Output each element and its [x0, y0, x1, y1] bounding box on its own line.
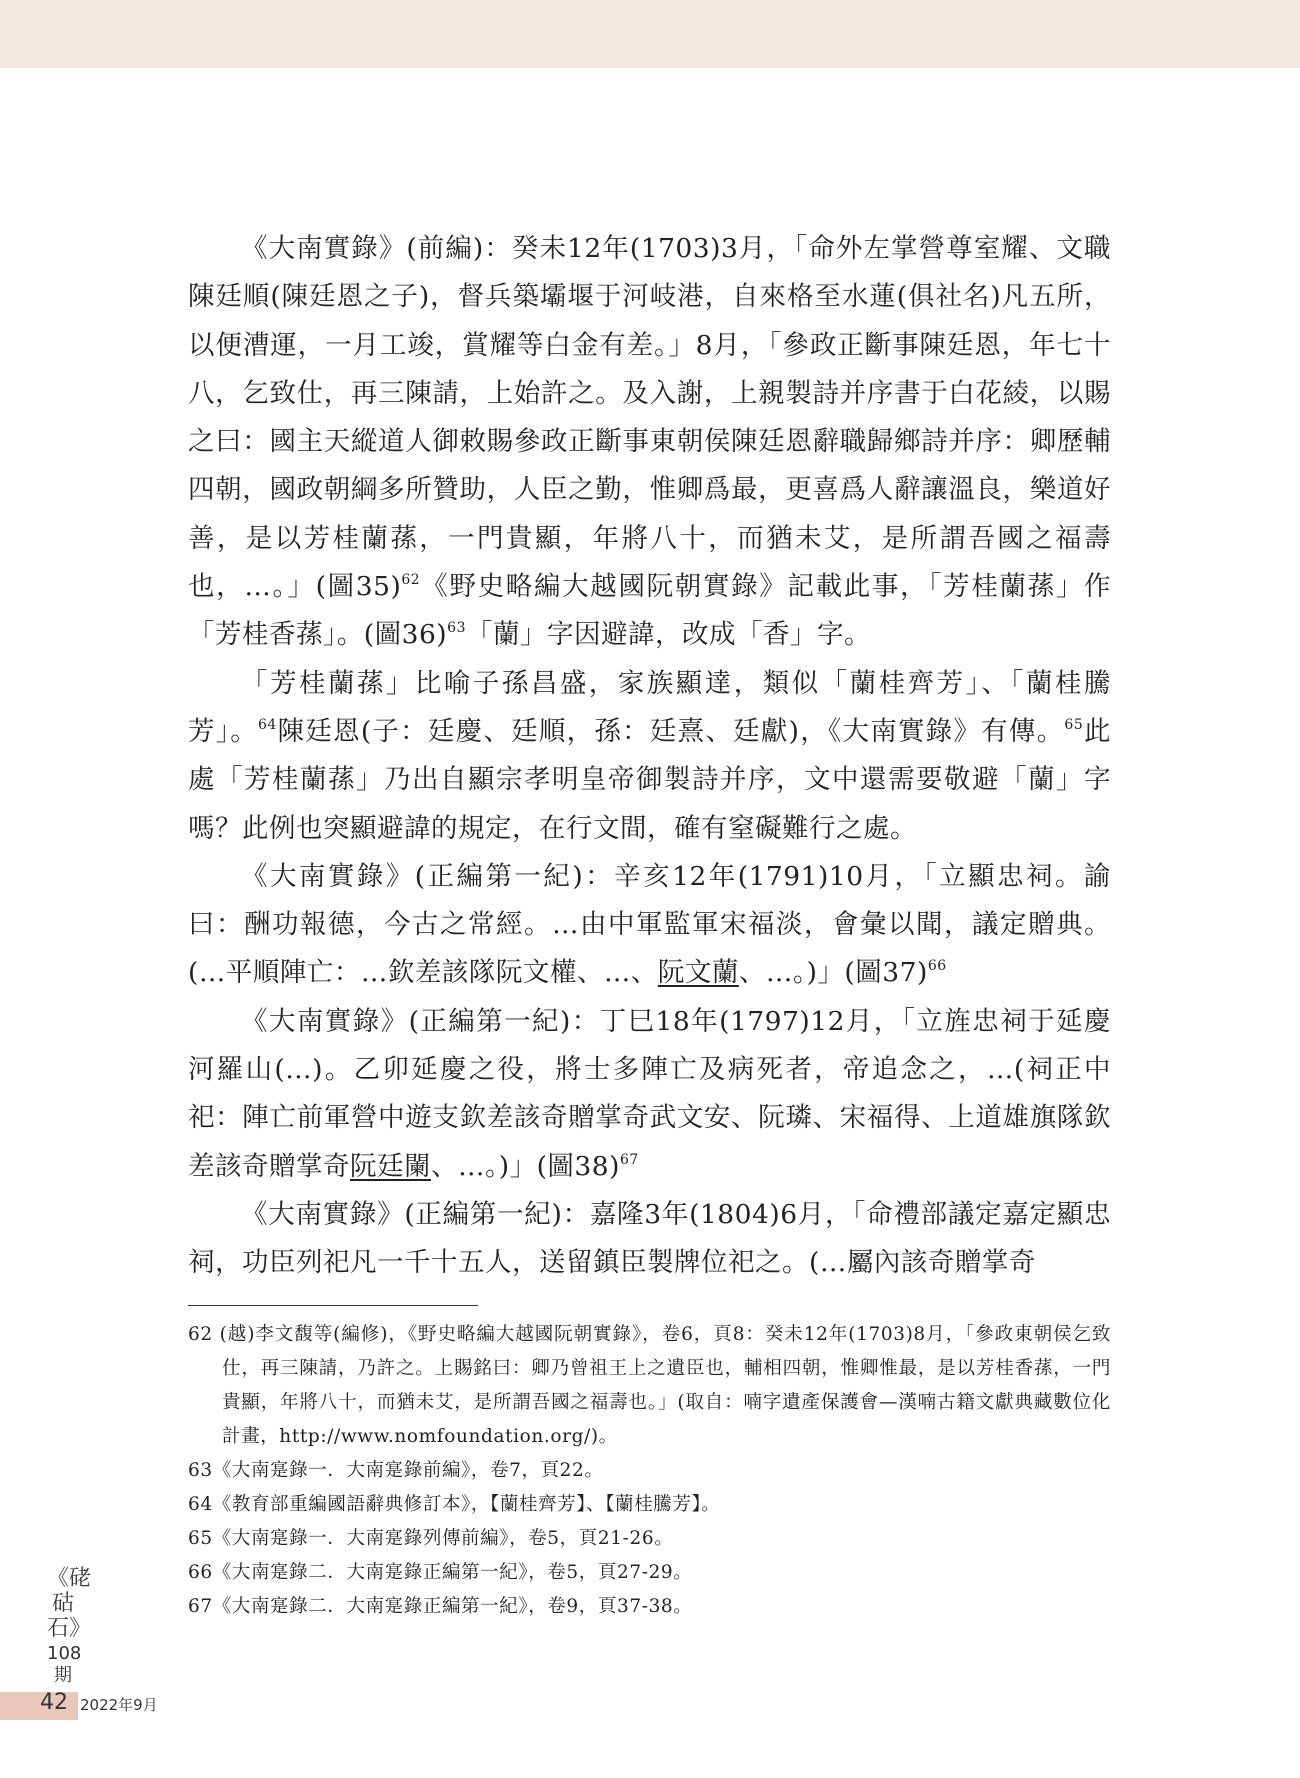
- footnote-ref-62[interactable]: 62: [401, 572, 421, 589]
- page-number: 42: [40, 1690, 68, 1715]
- article-body: [188, 225, 1111, 1288]
- paragraph-1: 《大南實錄》(前編)：癸未12年(1703)3月，「命外左掌營尊室耀、文職陳廷順(陳廷恩之子)，督兵築壩堰于河岐港，自來格至水蓮(俱社名)凡五所，以便漕運，一月工竣，賞耀等白金有差。」8月，「參政正斷事陳廷恩，年七十八，乞致仕，再三陳請，上始許之。及入謝，上親製詩并序書于白花綾，以賜之曰：國主天縱道人御敕賜參政正斷事東朝侯陳廷恩辭職歸鄉詩并序：卿歷輔四朝，國政朝綱多所贊助，人臣之勤，惟卿爲最，更喜爲人辭讓溫良，樂道好善，是以芳桂蘭蓀，一門貴顯，年將八十，而猶未艾，是所謂吾國之福壽也，…。」(圖35)$^{62}$《野史略編大越國阮朝實錄》記載此事，「芳桂蘭蓀」作「芳桂香蓀」。(圖36)$^{63}$「蘭」字因避諱，改成「香」字。: [188, 233, 1112, 651]
- footnote-65: 65《大南寔錄一．大南寔錄列傳前編》，卷5，頁21-26。: [188, 1528, 674, 1549]
- paragraph-2: 「芳桂蘭蓀」比喻子孫昌盛，家族顯達，類似「蘭桂齊芳」、「蘭桂騰芳」。$^{64}$陳廷恩(子：廷慶、廷順，孫：廷熹、廷獻)，《大南實錄》有傳。$^{65}$此處「芳桂蘭蓀」乃出自顯宗孝明皇帝御製詩并序，文中還需要敬避「蘭」字嗎？此例也突顯避諱的規定，在行文間，確有窒礙難行之處。: [188, 667, 1111, 844]
- footnote-ref-64[interactable]: 64: [258, 716, 277, 733]
- publication-date: 2022年9月: [80, 1696, 158, 1714]
- footnote-67: 67《大南寔錄二．大南寔錄正編第一紀》，卷9，頁37-38。: [188, 1596, 693, 1617]
- footnote-66: 66《大南寔錄二．大南寔錄正編第一紀》，卷5，頁27-29。: [188, 1562, 693, 1583]
- paragraph-5: 《大南實錄》(正編第一紀)：嘉隆3年(1804)6月，「命禮部議定嘉定顯忠祠，功臣列祀凡一千十五人，送留鎮臣製牌位祀之。(…屬內該奇贈掌奇: [188, 1198, 1111, 1279]
- footnote-ref-63[interactable]: 63: [447, 620, 466, 637]
- paragraph-3: 《大南實錄》(正編第一紀)：辛亥12年(1791)10月，「立顯忠祠。諭曰：酬功報德，今古之常經。…由中軍監軍宋福淡，會彙以聞，議定贈典。(…平順陣亡：…欽差該隊阮文權、…、阮文蘭、…。)」(圖37)$^{66}$: [188, 860, 1111, 989]
- footnote-ref-67[interactable]: 67: [620, 1151, 639, 1168]
- issue-number: 108期: [47, 1643, 82, 1686]
- footnotes-section: [188, 1318, 1111, 1624]
- journal-title-vertical: [47, 1566, 92, 1687]
- underlined-name: 阮文蘭: [657, 957, 739, 989]
- footnote-divider: [188, 1305, 478, 1306]
- top-header-band: [0, 0, 1300, 68]
- underlined-name: 阮廷闌: [350, 1150, 431, 1182]
- footnote-ref-65[interactable]: 65: [1064, 716, 1084, 733]
- footnote-62: 62 (越)李文馥等(編修)，《野史略編大越國阮朝實錄》，卷6，頁8：癸未12年(1703)8月，「參政東朝侯乞致仕，再三陳請，乃許之。上賜銘曰：卿乃曾祖王上之遺臣也，輔相四朝，惟卿惟最，是以芳桂香蓀，一門貴顯，年將八十，而猶未艾，是所謂吾國之福壽也。」(取自：喃字遺產保護會—漢喃古籍文獻典藏數位化計畫，http://www.nomfoundation.org/)。: [188, 1324, 1112, 1447]
- paragraph-4: 《大南實錄》(正編第一紀)：丁巳18年(1797)12月，「立旌忠祠于延慶河羅山(…)。乙卯延慶之役，將士多陣亡及病死者，帝追念之，…(祠正中祀：陣亡前軍營中遊支欽差該奇贈掌奇武文安、阮璘、宋福得、上道雄旗隊欽差該奇贈掌奇阮廷闌、…。)」(圖38)$^{67}$: [188, 1005, 1111, 1182]
- journal-title: 《硓𥑮石》: [47, 1566, 92, 1641]
- footnote-63: 63《大南寔錄一．大南寔錄前編》，卷7，頁22。: [188, 1460, 604, 1481]
- footnote-64: 64《教育部重編國語辭典修訂本》，【蘭桂齊芳】、【蘭桂騰芳】。: [188, 1494, 721, 1515]
- footnote-ref-66[interactable]: 66: [927, 958, 947, 975]
